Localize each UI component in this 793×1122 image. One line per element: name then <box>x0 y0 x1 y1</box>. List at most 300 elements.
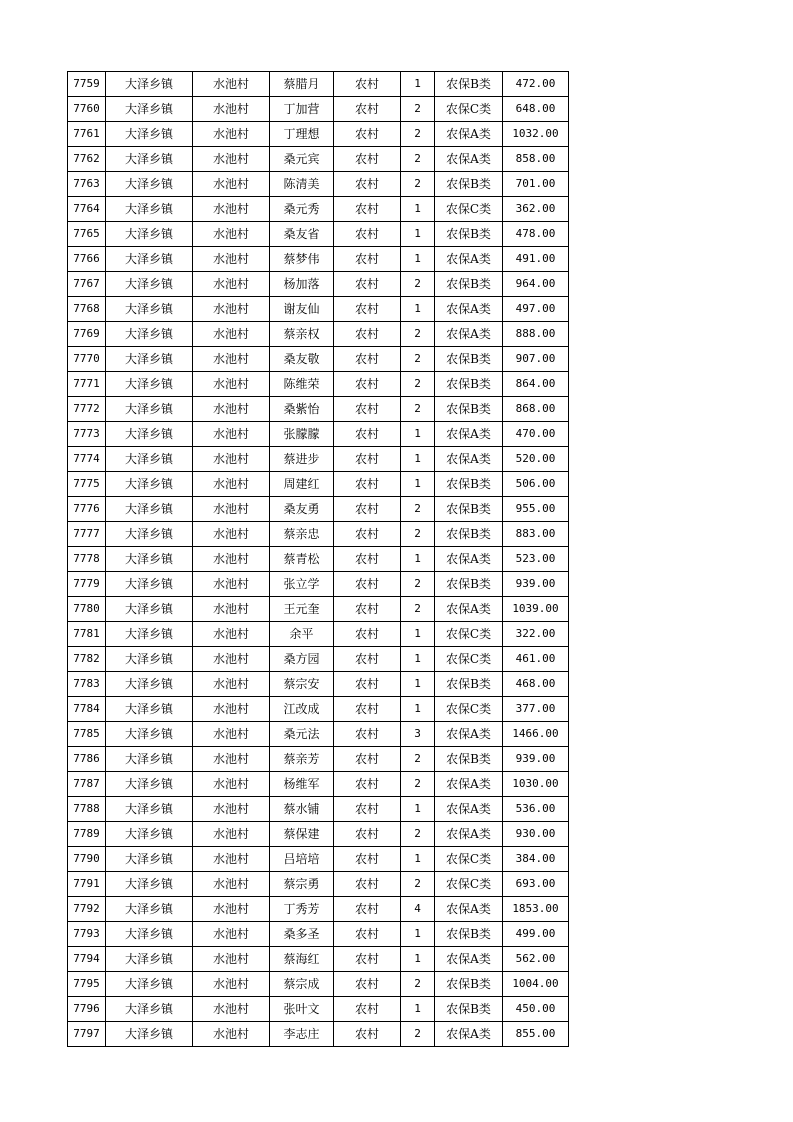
table-body <box>68 72 569 1047</box>
cell-count: 2 <box>401 497 435 522</box>
cell-amount: 450.00 <box>503 997 569 1022</box>
table-row <box>68 947 569 972</box>
cell-town: 大泽乡镇 <box>106 897 193 922</box>
cell-amount: 1466.00 <box>503 722 569 747</box>
cell-amount: 520.00 <box>503 447 569 472</box>
cell-id: 7764 <box>68 197 106 222</box>
cell-category: 农保A类 <box>435 722 503 747</box>
cell-category: 农保A类 <box>435 897 503 922</box>
cell-amount: 536.00 <box>503 797 569 822</box>
cell-village: 水池村 <box>193 622 270 647</box>
cell-residence-type: 农村 <box>334 647 401 672</box>
cell-town: 大泽乡镇 <box>106 922 193 947</box>
cell-village: 水池村 <box>193 347 270 372</box>
cell-amount: 472.00 <box>503 72 569 97</box>
cell-village: 水池村 <box>193 722 270 747</box>
cell-town: 大泽乡镇 <box>106 972 193 997</box>
cell-count: 2 <box>401 1022 435 1047</box>
cell-count: 1 <box>401 247 435 272</box>
cell-category: 农保C类 <box>435 697 503 722</box>
cell-amount: 701.00 <box>503 172 569 197</box>
cell-category: 农保C类 <box>435 97 503 122</box>
cell-category: 农保A类 <box>435 297 503 322</box>
cell-residence-type: 农村 <box>334 597 401 622</box>
cell-id: 7763 <box>68 172 106 197</box>
cell-name: 丁秀芳 <box>270 897 334 922</box>
cell-name: 王元奎 <box>270 597 334 622</box>
cell-amount: 1004.00 <box>503 972 569 997</box>
cell-town: 大泽乡镇 <box>106 547 193 572</box>
cell-count: 2 <box>401 322 435 347</box>
cell-amount: 955.00 <box>503 497 569 522</box>
cell-town: 大泽乡镇 <box>106 822 193 847</box>
cell-id: 7765 <box>68 222 106 247</box>
cell-town: 大泽乡镇 <box>106 122 193 147</box>
cell-amount: 939.00 <box>503 572 569 597</box>
cell-category: 农保C类 <box>435 872 503 897</box>
cell-village: 水池村 <box>193 547 270 572</box>
cell-count: 2 <box>401 772 435 797</box>
cell-id: 7796 <box>68 997 106 1022</box>
cell-id: 7780 <box>68 597 106 622</box>
cell-residence-type: 农村 <box>334 822 401 847</box>
cell-village: 水池村 <box>193 72 270 97</box>
cell-town: 大泽乡镇 <box>106 847 193 872</box>
cell-town: 大泽乡镇 <box>106 397 193 422</box>
cell-name: 余平 <box>270 622 334 647</box>
cell-amount: 693.00 <box>503 872 569 897</box>
cell-residence-type: 农村 <box>334 722 401 747</box>
cell-category: 农保B类 <box>435 397 503 422</box>
cell-id: 7784 <box>68 697 106 722</box>
cell-amount: 855.00 <box>503 1022 569 1047</box>
cell-town: 大泽乡镇 <box>106 772 193 797</box>
table-row <box>68 747 569 772</box>
cell-name: 陈清美 <box>270 172 334 197</box>
cell-residence-type: 农村 <box>334 772 401 797</box>
cell-id: 7779 <box>68 572 106 597</box>
cell-amount: 939.00 <box>503 747 569 772</box>
cell-count: 3 <box>401 722 435 747</box>
table-row <box>68 622 569 647</box>
cell-category: 农保A类 <box>435 147 503 172</box>
cell-name: 蔡梦伟 <box>270 247 334 272</box>
cell-name: 蔡水铺 <box>270 797 334 822</box>
cell-town: 大泽乡镇 <box>106 297 193 322</box>
cell-category: 农保A类 <box>435 322 503 347</box>
cell-id: 7785 <box>68 722 106 747</box>
cell-village: 水池村 <box>193 822 270 847</box>
table-row <box>68 147 569 172</box>
cell-category: 农保B类 <box>435 272 503 297</box>
cell-town: 大泽乡镇 <box>106 997 193 1022</box>
cell-town: 大泽乡镇 <box>106 622 193 647</box>
cell-residence-type: 农村 <box>334 97 401 122</box>
cell-category: 农保A类 <box>435 122 503 147</box>
cell-count: 1 <box>401 997 435 1022</box>
cell-village: 水池村 <box>193 1022 270 1047</box>
cell-name: 杨加落 <box>270 272 334 297</box>
cell-village: 水池村 <box>193 847 270 872</box>
cell-name: 蔡亲权 <box>270 322 334 347</box>
cell-id: 7795 <box>68 972 106 997</box>
cell-id: 7781 <box>68 622 106 647</box>
cell-town: 大泽乡镇 <box>106 647 193 672</box>
cell-residence-type: 农村 <box>334 272 401 297</box>
cell-name: 江改成 <box>270 697 334 722</box>
cell-residence-type: 农村 <box>334 222 401 247</box>
cell-name: 周建红 <box>270 472 334 497</box>
cell-residence-type: 农村 <box>334 1022 401 1047</box>
cell-category: 农保B类 <box>435 472 503 497</box>
cell-name: 陈维荣 <box>270 372 334 397</box>
cell-amount: 461.00 <box>503 647 569 672</box>
cell-amount: 883.00 <box>503 522 569 547</box>
table-row <box>68 297 569 322</box>
cell-count: 2 <box>401 372 435 397</box>
cell-id: 7761 <box>68 122 106 147</box>
cell-amount: 468.00 <box>503 672 569 697</box>
table-row <box>68 872 569 897</box>
cell-category: 农保A类 <box>435 822 503 847</box>
table-row <box>68 822 569 847</box>
table-row <box>68 272 569 297</box>
cell-amount: 1039.00 <box>503 597 569 622</box>
cell-town: 大泽乡镇 <box>106 147 193 172</box>
cell-category: 农保A类 <box>435 247 503 272</box>
cell-town: 大泽乡镇 <box>106 447 193 472</box>
table-row <box>68 72 569 97</box>
cell-town: 大泽乡镇 <box>106 197 193 222</box>
cell-name: 丁理想 <box>270 122 334 147</box>
cell-id: 7774 <box>68 447 106 472</box>
cell-town: 大泽乡镇 <box>106 522 193 547</box>
table-row <box>68 397 569 422</box>
cell-name: 桑元法 <box>270 722 334 747</box>
cell-count: 2 <box>401 347 435 372</box>
cell-town: 大泽乡镇 <box>106 597 193 622</box>
cell-id: 7762 <box>68 147 106 172</box>
cell-amount: 907.00 <box>503 347 569 372</box>
cell-id: 7793 <box>68 922 106 947</box>
cell-residence-type: 农村 <box>334 972 401 997</box>
cell-count: 1 <box>401 622 435 647</box>
cell-residence-type: 农村 <box>334 847 401 872</box>
cell-town: 大泽乡镇 <box>106 672 193 697</box>
cell-name: 桑元秀 <box>270 197 334 222</box>
cell-amount: 1030.00 <box>503 772 569 797</box>
cell-village: 水池村 <box>193 572 270 597</box>
cell-town: 大泽乡镇 <box>106 722 193 747</box>
cell-count: 1 <box>401 72 435 97</box>
cell-residence-type: 农村 <box>334 897 401 922</box>
cell-village: 水池村 <box>193 322 270 347</box>
cell-residence-type: 农村 <box>334 122 401 147</box>
cell-town: 大泽乡镇 <box>106 472 193 497</box>
cell-amount: 864.00 <box>503 372 569 397</box>
cell-category: 农保B类 <box>435 972 503 997</box>
cell-name: 杨维军 <box>270 772 334 797</box>
table-row <box>68 647 569 672</box>
cell-id: 7794 <box>68 947 106 972</box>
cell-village: 水池村 <box>193 447 270 472</box>
cell-amount: 888.00 <box>503 322 569 347</box>
cell-amount: 470.00 <box>503 422 569 447</box>
table-row <box>68 722 569 747</box>
cell-residence-type: 农村 <box>334 72 401 97</box>
cell-count: 2 <box>401 522 435 547</box>
cell-village: 水池村 <box>193 997 270 1022</box>
cell-residence-type: 农村 <box>334 947 401 972</box>
cell-category: 农保B类 <box>435 497 503 522</box>
cell-amount: 362.00 <box>503 197 569 222</box>
cell-village: 水池村 <box>193 872 270 897</box>
cell-village: 水池村 <box>193 972 270 997</box>
cell-village: 水池村 <box>193 147 270 172</box>
cell-amount: 964.00 <box>503 272 569 297</box>
cell-count: 2 <box>401 872 435 897</box>
table-row <box>68 122 569 147</box>
cell-id: 7773 <box>68 422 106 447</box>
cell-count: 2 <box>401 147 435 172</box>
cell-id: 7768 <box>68 297 106 322</box>
table-row <box>68 972 569 997</box>
cell-name: 谢友仙 <box>270 297 334 322</box>
cell-residence-type: 农村 <box>334 547 401 572</box>
cell-village: 水池村 <box>193 897 270 922</box>
cell-village: 水池村 <box>193 372 270 397</box>
cell-village: 水池村 <box>193 222 270 247</box>
cell-amount: 562.00 <box>503 947 569 972</box>
table-row <box>68 372 569 397</box>
cell-amount: 478.00 <box>503 222 569 247</box>
cell-count: 2 <box>401 172 435 197</box>
cell-id: 7778 <box>68 547 106 572</box>
cell-residence-type: 农村 <box>334 347 401 372</box>
cell-town: 大泽乡镇 <box>106 97 193 122</box>
cell-residence-type: 农村 <box>334 447 401 472</box>
table-row <box>68 522 569 547</box>
cell-amount: 1853.00 <box>503 897 569 922</box>
cell-town: 大泽乡镇 <box>106 422 193 447</box>
table-row <box>68 672 569 697</box>
cell-count: 1 <box>401 297 435 322</box>
cell-residence-type: 农村 <box>334 422 401 447</box>
cell-id: 7759 <box>68 72 106 97</box>
cell-residence-type: 农村 <box>334 372 401 397</box>
table-row <box>68 172 569 197</box>
cell-count: 2 <box>401 822 435 847</box>
table-row <box>68 847 569 872</box>
cell-village: 水池村 <box>193 247 270 272</box>
cell-id: 7775 <box>68 472 106 497</box>
table-row <box>68 547 569 572</box>
cell-count: 1 <box>401 672 435 697</box>
cell-count: 1 <box>401 197 435 222</box>
cell-village: 水池村 <box>193 272 270 297</box>
cell-name: 张叶文 <box>270 997 334 1022</box>
cell-count: 2 <box>401 572 435 597</box>
cell-village: 水池村 <box>193 947 270 972</box>
cell-town: 大泽乡镇 <box>106 222 193 247</box>
cell-residence-type: 农村 <box>334 522 401 547</box>
cell-village: 水池村 <box>193 197 270 222</box>
cell-category: 农保B类 <box>435 72 503 97</box>
cell-village: 水池村 <box>193 922 270 947</box>
cell-name: 桑友省 <box>270 222 334 247</box>
cell-amount: 523.00 <box>503 547 569 572</box>
table-row <box>68 797 569 822</box>
cell-category: 农保A类 <box>435 597 503 622</box>
cell-residence-type: 农村 <box>334 197 401 222</box>
cell-count: 2 <box>401 97 435 122</box>
cell-count: 1 <box>401 222 435 247</box>
cell-village: 水池村 <box>193 172 270 197</box>
table-row <box>68 472 569 497</box>
cell-residence-type: 农村 <box>334 922 401 947</box>
cell-category: 农保C类 <box>435 647 503 672</box>
cell-town: 大泽乡镇 <box>106 797 193 822</box>
cell-id: 7766 <box>68 247 106 272</box>
cell-category: 农保A类 <box>435 772 503 797</box>
cell-name: 桑友勇 <box>270 497 334 522</box>
cell-count: 1 <box>401 947 435 972</box>
cell-town: 大泽乡镇 <box>106 947 193 972</box>
cell-residence-type: 农村 <box>334 797 401 822</box>
cell-town: 大泽乡镇 <box>106 72 193 97</box>
cell-village: 水池村 <box>193 397 270 422</box>
cell-name: 蔡进步 <box>270 447 334 472</box>
cell-village: 水池村 <box>193 672 270 697</box>
cell-name: 丁加营 <box>270 97 334 122</box>
cell-village: 水池村 <box>193 797 270 822</box>
cell-id: 7790 <box>68 847 106 872</box>
table-row <box>68 597 569 622</box>
cell-name: 蔡青松 <box>270 547 334 572</box>
cell-amount: 930.00 <box>503 822 569 847</box>
cell-category: 农保B类 <box>435 522 503 547</box>
cell-count: 1 <box>401 647 435 672</box>
cell-count: 4 <box>401 897 435 922</box>
cell-category: 农保B类 <box>435 222 503 247</box>
cell-id: 7792 <box>68 897 106 922</box>
cell-id: 7777 <box>68 522 106 547</box>
cell-residence-type: 农村 <box>334 622 401 647</box>
cell-category: 农保C类 <box>435 197 503 222</box>
cell-name: 蔡腊月 <box>270 72 334 97</box>
cell-category: 农保B类 <box>435 372 503 397</box>
cell-village: 水池村 <box>193 747 270 772</box>
cell-count: 1 <box>401 797 435 822</box>
cell-id: 7772 <box>68 397 106 422</box>
cell-village: 水池村 <box>193 597 270 622</box>
table-row <box>68 922 569 947</box>
cell-residence-type: 农村 <box>334 297 401 322</box>
cell-name: 蔡宗勇 <box>270 872 334 897</box>
cell-id: 7791 <box>68 872 106 897</box>
table-row <box>68 222 569 247</box>
table-row <box>68 447 569 472</box>
cell-amount: 648.00 <box>503 97 569 122</box>
cell-residence-type: 农村 <box>334 672 401 697</box>
cell-category: 农保B类 <box>435 747 503 772</box>
cell-village: 水池村 <box>193 772 270 797</box>
cell-village: 水池村 <box>193 647 270 672</box>
cell-count: 2 <box>401 122 435 147</box>
table-row <box>68 497 569 522</box>
cell-amount: 322.00 <box>503 622 569 647</box>
cell-name: 李志庄 <box>270 1022 334 1047</box>
cell-residence-type: 农村 <box>334 172 401 197</box>
cell-count: 2 <box>401 272 435 297</box>
cell-count: 1 <box>401 547 435 572</box>
cell-id: 7776 <box>68 497 106 522</box>
cell-residence-type: 农村 <box>334 872 401 897</box>
cell-category: 农保C类 <box>435 847 503 872</box>
cell-amount: 497.00 <box>503 297 569 322</box>
cell-village: 水池村 <box>193 497 270 522</box>
table-row <box>68 572 569 597</box>
cell-town: 大泽乡镇 <box>106 747 193 772</box>
cell-count: 1 <box>401 422 435 447</box>
cell-name: 桑元宾 <box>270 147 334 172</box>
cell-count: 2 <box>401 972 435 997</box>
cell-amount: 499.00 <box>503 922 569 947</box>
cell-name: 蔡亲芳 <box>270 747 334 772</box>
cell-count: 1 <box>401 922 435 947</box>
table-row <box>68 197 569 222</box>
cell-village: 水池村 <box>193 97 270 122</box>
cell-town: 大泽乡镇 <box>106 272 193 297</box>
cell-town: 大泽乡镇 <box>106 247 193 272</box>
cell-category: 农保B类 <box>435 997 503 1022</box>
table-row <box>68 997 569 1022</box>
cell-count: 1 <box>401 847 435 872</box>
table-row <box>68 897 569 922</box>
cell-name: 张朦朦 <box>270 422 334 447</box>
cell-category: 农保B类 <box>435 172 503 197</box>
cell-town: 大泽乡镇 <box>106 697 193 722</box>
table-row <box>68 247 569 272</box>
cell-residence-type: 农村 <box>334 472 401 497</box>
cell-id: 7760 <box>68 97 106 122</box>
cell-amount: 868.00 <box>503 397 569 422</box>
cell-id: 7786 <box>68 747 106 772</box>
cell-count: 1 <box>401 697 435 722</box>
cell-category: 农保B类 <box>435 922 503 947</box>
cell-category: 农保A类 <box>435 422 503 447</box>
table-row <box>68 697 569 722</box>
table-row <box>68 347 569 372</box>
cell-village: 水池村 <box>193 522 270 547</box>
cell-id: 7782 <box>68 647 106 672</box>
cell-name: 桑方园 <box>270 647 334 672</box>
cell-name: 张立学 <box>270 572 334 597</box>
cell-town: 大泽乡镇 <box>106 872 193 897</box>
cell-residence-type: 农村 <box>334 497 401 522</box>
cell-category: 农保A类 <box>435 947 503 972</box>
cell-count: 1 <box>401 472 435 497</box>
cell-category: 农保A类 <box>435 447 503 472</box>
cell-village: 水池村 <box>193 472 270 497</box>
beneficiary-table <box>67 71 569 1047</box>
cell-amount: 384.00 <box>503 847 569 872</box>
cell-town: 大泽乡镇 <box>106 322 193 347</box>
cell-id: 7770 <box>68 347 106 372</box>
cell-town: 大泽乡镇 <box>106 572 193 597</box>
cell-id: 7789 <box>68 822 106 847</box>
cell-count: 1 <box>401 447 435 472</box>
